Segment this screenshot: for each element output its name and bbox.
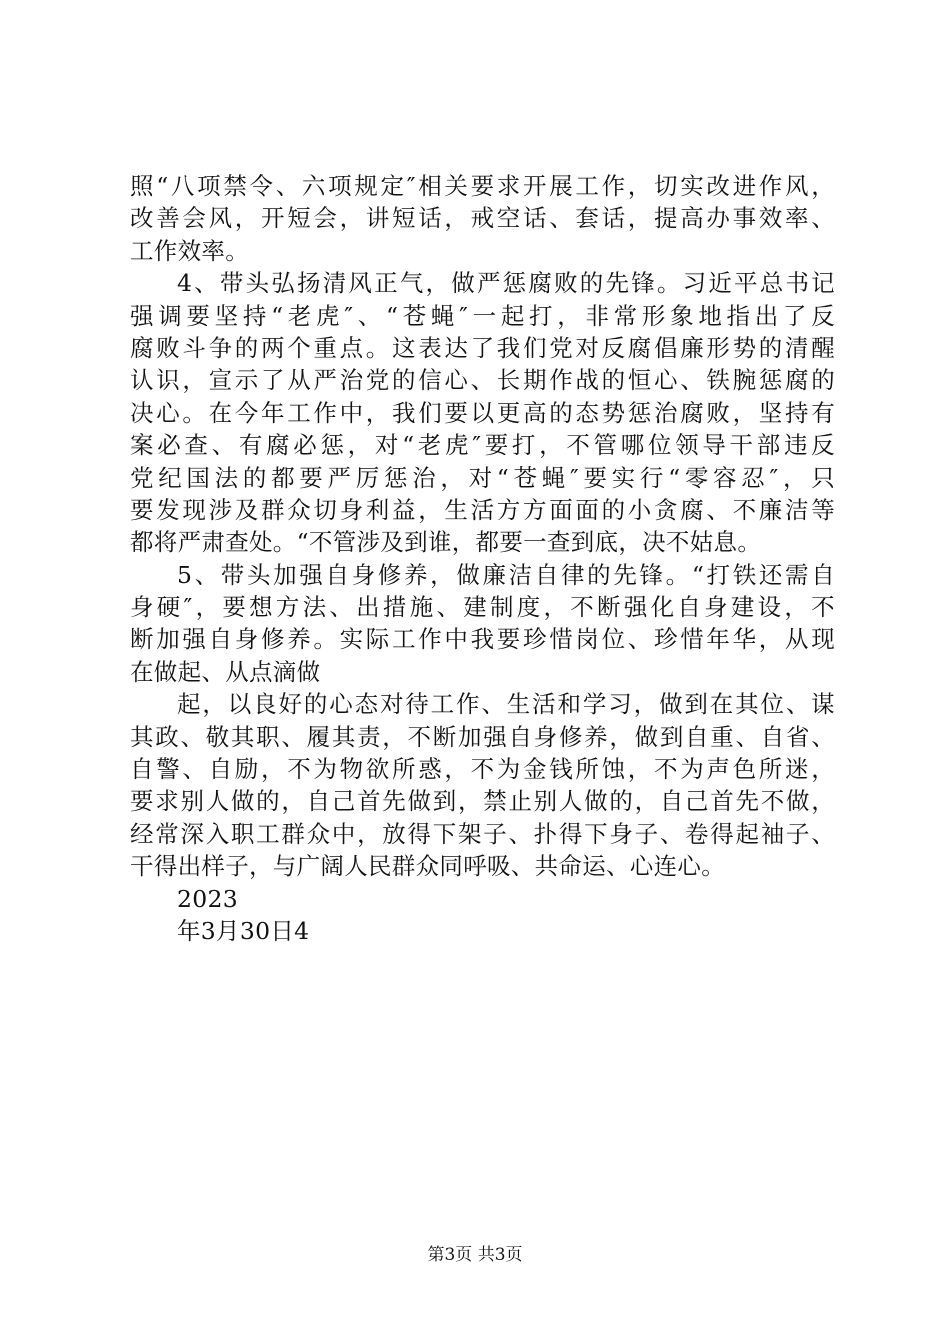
body-line: 认识，宣示了从严治党的信心、长期作战的恒心、铁腕惩腐的	[130, 366, 835, 395]
body-line: 其政、敬其职、履其责，不断加强自身修养，做到自重、自省、	[130, 722, 835, 751]
body-line: 在做起、从点滴做	[130, 657, 321, 686]
body-line: 党纪国法的都要严厉惩治，对“苍蝇″要实行“零容忍″，只	[130, 463, 835, 492]
date-line: 年3月30日4	[177, 916, 310, 945]
body-line: 经常深入职工群众中，放得下架子、扑得下身子、卷得起袖子、	[130, 819, 835, 848]
body-line: 自警、自励，不为物欲所惑，不为金钱所蚀，不为声色所迷，	[130, 755, 835, 784]
body-line: 要发现涉及群众切身利益，生活方方面面的小贪腐、不廉洁等	[130, 495, 835, 524]
body-line: 都将严肃查处。“不管涉及到谁，都要一查到底，决不姑息。	[130, 528, 762, 557]
body-line: 身硬″，要想方法、出措施、建制度，不断强化自身建设，不	[130, 593, 835, 622]
body-line: 决心。在今年工作中，我们要以更高的态势惩治腐败，坚持有	[130, 398, 835, 427]
document-body	[130, 170, 835, 947]
body-line: 干得出样子，与广阔人民群众同呼吸、共命运、心连心。	[130, 852, 725, 881]
body-line: 照“八项禁令、六项规定″相关要求开展工作，切实改进作风，	[130, 172, 835, 200]
body-line: 断加强自身修养。实际工作中我要珍惜岗位、珍惜年华，从现	[130, 625, 835, 654]
date-year: 2023	[177, 884, 239, 913]
body-line: 要求别人做的，自己首先做到，禁止别人做的，自己首先不做，	[130, 787, 835, 816]
body-line: 工作效率。	[130, 236, 249, 265]
body-line: 案必查、有腐必惩，对“老虎″要打，不管哪位领导干部违反	[130, 431, 835, 460]
body-line: 腐败斗争的两个重点。这表达了我们党对反腐倡廉形势的清醒	[130, 333, 835, 362]
body-line: 起，以良好的心态对待工作、生活和学习，做到在其位、谋	[177, 690, 835, 719]
body-line: 5、带头加强自身修养，做廉洁自律的先锋。“打铁还需自	[177, 560, 835, 589]
body-line: 4、带头弘扬清风正气，做严惩腐败的先锋。习近平总书记	[177, 269, 835, 298]
page-footer: 第3页 共3页	[427, 1245, 523, 1265]
body-line: 改善会风，开短会，讲短话，戒空话、套话，提高办事效率、	[130, 204, 835, 233]
body-line: 强调要坚持“老虎″、“苍蝇″一起打，非常形象地指出了反	[130, 301, 835, 330]
